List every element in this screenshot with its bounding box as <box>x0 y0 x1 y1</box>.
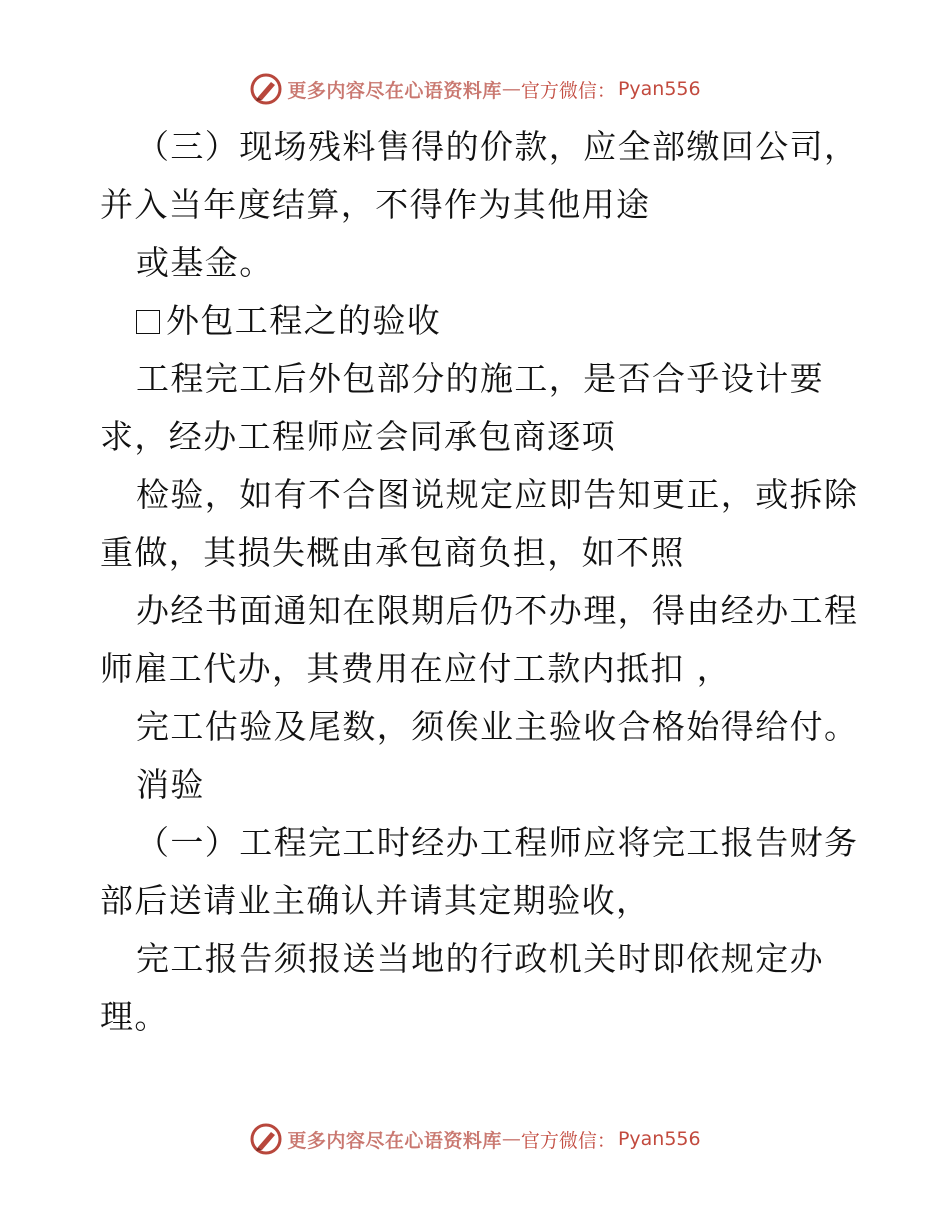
paragraph-line: 理。 <box>100 997 169 1036</box>
paragraph-line: （一）工程完工时经办工程师应将完工报告财务 <box>136 823 859 862</box>
paragraph-line: 工程完工后外包部分的施工，是否合乎设计要 <box>136 359 824 398</box>
checkbox-square-icon <box>136 310 160 334</box>
pen-logo-icon <box>249 72 283 106</box>
paragraph-line: （三）现场残料售得的价款，应全部缴回公司， <box>136 127 859 166</box>
paragraph-line: 完工报告须报送当地的行政机关时即依规定办 <box>136 939 824 978</box>
pen-logo-icon <box>249 1122 283 1156</box>
watermark-text: 更多内容尽在心语资料库 <box>287 1129 502 1152</box>
watermark-contact-label: 官方微信： <box>520 1129 616 1152</box>
watermark-separator: — <box>501 1128 521 1150</box>
footer-watermark <box>0 1122 950 1156</box>
watermark-text: 更多内容尽在心语资料库 <box>287 79 502 102</box>
watermark-contact-label: 官方微信： <box>520 79 616 102</box>
paragraph-line: 部后送请业主确认并请其定期验收， <box>100 881 651 920</box>
paragraph-line: 师雇工代办，其费用在应付工款内抵扣 ， <box>100 649 732 688</box>
watermark-separator: — <box>501 78 521 100</box>
paragraph-line: 完工估验及尾数，须俟业主验收合格始得给付。 <box>136 707 859 746</box>
watermark-contact-id: Pyan556 <box>617 1128 701 1150</box>
paragraph-line: 或基金。 <box>136 243 274 282</box>
section-heading-text: 外包工程之的验收 <box>166 301 442 340</box>
watermark-contact-id: Pyan556 <box>617 78 701 100</box>
paragraph-line: 办经书面通知在限期后仍不办理，得由经办工程 <box>136 591 859 630</box>
section-heading: 消验 <box>136 765 205 804</box>
paragraph-line: 重做，其损失概由承包商负担，如不照 <box>100 533 685 572</box>
paragraph-line: 并入当年度结算，不得作为其他用途 <box>100 185 651 224</box>
section-heading <box>136 301 441 341</box>
paragraph-line: 求，经办工程师应会同承包商逐项 <box>100 417 616 456</box>
header-watermark <box>0 72 950 106</box>
paragraph-line: 检验，如有不合图说规定应即告知更正，或拆除 <box>136 475 859 514</box>
